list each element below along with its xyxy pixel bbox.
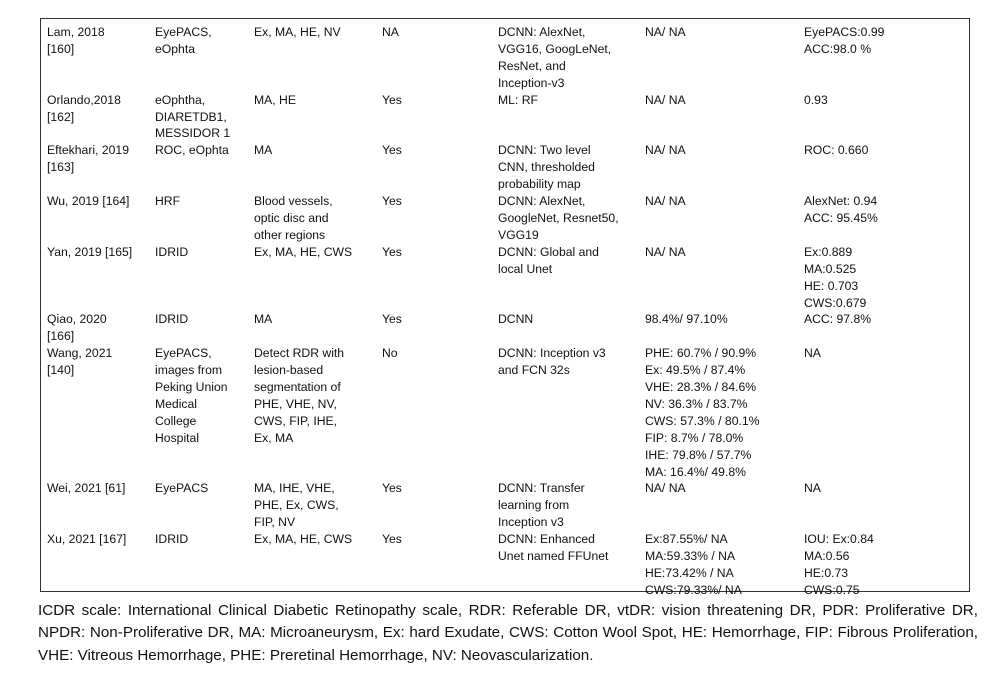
table-cell: HRF	[155, 194, 181, 209]
table-cell: IDRID	[155, 312, 189, 327]
table-cell: MA, IHE, VHE, PHE, Ex, CWS, FIP, NV	[254, 481, 339, 530]
table-cell: Detect RDR with lesion-based segmentation of PHE, VHE, NV, CWS, FIP, IHE, Ex, MA	[254, 346, 345, 445]
table-cell: DCNN: AlexNet, GoogleNet, Resnet50, VGG19	[498, 194, 619, 242]
table-cell: Ex:0.889 MA:0.525 HE: 0.703 CWS:0.679	[804, 244, 867, 310]
table-row	[47, 345, 977, 480]
table-cell: Wang, 2021 [140]	[47, 346, 113, 378]
table-cell: Yes	[382, 312, 402, 327]
table-cell: Ex, MA, HE, CWS	[254, 244, 353, 259]
table-cell: DCNN: Inception v3 and FCN 32s	[498, 346, 606, 378]
table-cell: AlexNet: 0.94 ACC: 95.45%	[804, 194, 878, 225]
table-cell: Yes	[382, 244, 402, 259]
table-cell: IDRID	[155, 532, 189, 547]
table-cell: Ex, MA, HE, CWS	[254, 532, 353, 547]
table-cell: Eftekhari, 2019 [163]	[47, 143, 129, 175]
table-cell: PHE: 60.7% / 90.9% Ex: 49.5% / 87.4% VHE: 28.3% / 84.6% NV: 36.3% / 83.7% CWS: 57.3% / 80.1% FIP: 8.7% / 78.0% IHE: 79.8% / 57.7% MA: 16.4%/ 49.8%	[645, 346, 760, 479]
table-cell: 0.93	[804, 92, 828, 107]
table-row	[47, 92, 977, 143]
table-cell: MA	[254, 312, 273, 327]
table-cell: DCNN: Global and local Unet	[498, 244, 599, 276]
table-cell: EyePACS	[155, 481, 209, 496]
table-cell: Ex, MA, HE, NV	[254, 25, 341, 39]
table-row	[47, 24, 977, 92]
table-cell: Wei, 2021 [61]	[47, 481, 126, 496]
table-cell: Yes	[382, 194, 402, 209]
table-cell: MA, HE	[254, 92, 296, 107]
table-cell: NA/ NA	[645, 143, 686, 158]
table-cell: ACC: 97.8%	[804, 312, 872, 327]
table-cell: NA	[804, 346, 821, 361]
table-cell: No	[382, 346, 398, 361]
table-cell: IDRID	[155, 244, 189, 259]
table-cell: EyePACS:0.99 ACC:98.0 %	[804, 25, 885, 56]
table-cell: MA	[254, 143, 273, 158]
table-cell: NA	[382, 25, 399, 39]
table-cell: Xu, 2021 [167]	[47, 532, 127, 547]
table-cell: IOU: Ex:0.84 MA:0.56 HE:0.73 CWS:0.75	[804, 532, 874, 597]
table-cell: Ex:87.55%/ NA MA:59.33% / NA HE:73.42% / NA CWS:79.33%/ NA	[645, 532, 742, 597]
table-cell: Blood vessels, optic disc and other regions	[254, 194, 333, 242]
table-cell: ROC: 0.660	[804, 143, 869, 158]
table-cell: NA/ NA	[645, 25, 686, 39]
table-cell: Yes	[382, 143, 402, 158]
table-cell: NA/ NA	[645, 481, 686, 496]
table-cell: DCNN: Enhanced Unet named FFUnet	[498, 532, 609, 564]
table-cell: 98.4%/ 97.10%	[645, 312, 728, 327]
table-cell: Yan, 2019 [165]	[47, 244, 133, 259]
table-cell: NA/ NA	[645, 244, 686, 259]
table-cell: DCNN	[498, 312, 534, 327]
table-cell: EyePACS, eOphta	[155, 25, 212, 56]
table-row	[47, 244, 977, 312]
results-table	[47, 24, 977, 599]
table-row	[47, 193, 977, 244]
table-row	[47, 142, 977, 193]
table-cell: DCNN: Two level CNN, thresholded probability map	[498, 143, 595, 192]
table-cell: Yes	[382, 92, 402, 107]
table-row	[47, 311, 977, 345]
table-cell: ROC, eOphta	[155, 143, 229, 158]
table-cell: NA/ NA	[645, 194, 686, 209]
table-cell: Yes	[382, 532, 402, 547]
table-row	[47, 480, 977, 531]
table-cell: Qiao, 2020 [166]	[47, 312, 107, 344]
table-cell: Lam, 2018 [160]	[47, 25, 105, 56]
table-cell: DCNN: Transfer learning from Inception v3	[498, 481, 585, 530]
table-cell: EyePACS, images from Peking Union Medical College Hospital	[155, 346, 228, 445]
table-cell: DCNN: AlexNet, VGG16, GoogLeNet, ResNet, and Inception-v3	[498, 25, 612, 90]
table-cell: NA/ NA	[645, 92, 686, 107]
table-cell: Yes	[382, 481, 402, 496]
table-cell: NA	[804, 481, 821, 496]
table-footnote: ICDR scale: International Clinical Diabetic Retinopathy scale, RDR: Referable DR, vtDR: vision threatening DR, PDR: Proliferative DR, NPDR: Non-Proliferative DR, MA: Microaneurysm, Ex: hard Exudate, CWS: Cotton Wool Spot, HE: Hemorrhage, FIP: Fibrous Proliferation, VHE: Vitreous Hemorrhage, PHE: Preretinal Hemorrhage, NV: Neovascularization.	[38, 602, 978, 664]
table-cell: Wu, 2019 [164]	[47, 194, 130, 209]
table-row	[47, 531, 977, 599]
table-cell: ML: RF	[498, 92, 538, 107]
table-cell: eOphtha, DIARETDB1, MESSIDOR 1	[155, 92, 231, 141]
table-cell: Orlando,2018 [162]	[47, 92, 121, 124]
